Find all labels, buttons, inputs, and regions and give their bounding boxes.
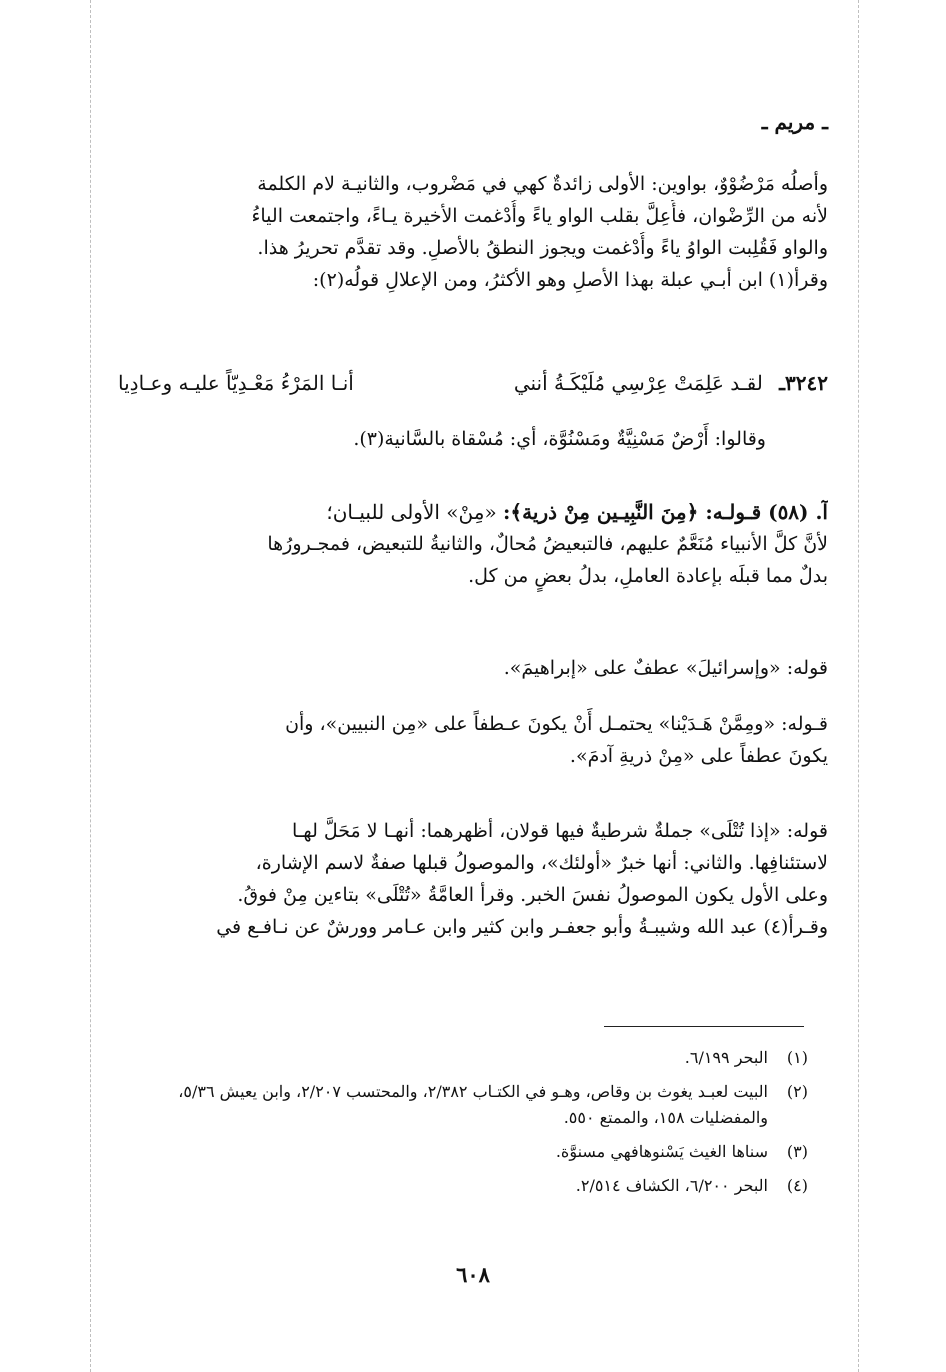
footnote-text: البحر ٦/٢٠٠، الكشاف ٢/٥١٤. [575, 1176, 768, 1195]
paragraph-6 [118, 815, 828, 943]
paragraph-4 [118, 652, 828, 684]
footnote-text: البحر ٦/١٩٩. [684, 1048, 768, 1067]
text-line: يكونَ عطفاً على «مِنْ ذريةِ آدمَ». [569, 745, 828, 767]
running-header: ـ مريم ـ [761, 110, 828, 134]
footnote-text: سناها الغيث يَسْنوهافهي مسنوَّة. [555, 1142, 768, 1161]
section-heading: آ. (٥٨) قـولـه: ﴿مِنَ النَّبِيـين مِنْ ذرية﴾: [503, 500, 828, 524]
text-line: قوله: «وإسرائيلَ» عطفٌ على «إبراهيمَ». [503, 657, 828, 679]
text-line: وقـرأ(٤) عبد الله وشيبـةُ وأبو جعفـر وابن كثير وابن عـامر وورشٌ عن نـافـع في [216, 916, 828, 938]
text-line: لاستئنافِها. والثاني: أنها خبرٌ «أولئك»، والموصولُ قبلها صفةٌ لاسم الإشارة، [255, 852, 828, 874]
heading-rest: «مِنْ» الأولى للبيـان؛ [326, 500, 504, 524]
text-line: بدلٌ مما قبلَه بإعادة العاملِ، بدلُ بعضٍ من كل. [468, 565, 828, 587]
text-line: لأنَّ كلَّ الأنبياء مُنَعَّمٌ عليهم، فالتبعيضُ مُحالٌ، والثانيةُ للتبعيض، فمجـرورُها [267, 533, 828, 555]
footnote [118, 1173, 808, 1199]
after-verse-line: وقالوا: أَرْضٌ مَسْنِيَّةٌ ومَسْنُوَّة، أي: مُسْقاة بالسَّانية(٣). [353, 428, 766, 450]
text-line: وعلى الأول يكون الموصولُ نفسَ الخبر. وقرأ العامَّةُ «تُتْلَى» بتاءين مِنْ فوقُ. [237, 884, 828, 906]
footnote-number: (٣) [786, 1142, 808, 1161]
footnote-number: (٤) [786, 1176, 808, 1195]
section-heading-line [118, 496, 828, 528]
footnote [118, 1079, 808, 1131]
text-line: وأصلُه مَرْضُوْوٌ، بواوين: الأولى زائدةٌ كهي في مَضْروب، والثانيـة لام الكلمة [257, 173, 828, 195]
text-line: لأنه من الرِّضْوان، فأُعِلَّ بقلب الواو ياءً وأُدْغمت الأخيرة يـاءً، واجتمعت الياءُ [251, 205, 828, 227]
footnote-number: (٢) [786, 1082, 808, 1101]
verse-hemistich-2: أنـا المَرْءُ مَعْـدِيّاً عليـه وعـادِيا [118, 371, 354, 395]
verse-number: ٣٢٤٢ـ [779, 371, 828, 395]
paragraph-1 [118, 168, 828, 296]
verse-hemistich-1: لقـد عَلِمَتْ عِرْسِي مُلَيْكَـةُ أنني [513, 371, 763, 395]
text-line: وقرأ(١) ابن أبـي عبلة بهذا الأصلِ وهو الأكثرُ، ومن الإعلالِ قولُه(٢): [312, 269, 828, 291]
right-margin-guide [858, 0, 859, 1372]
poetry-verse [118, 365, 828, 401]
paragraph-5 [118, 708, 828, 772]
left-margin-guide [90, 0, 91, 1372]
footnotes [118, 1045, 808, 1207]
footnote-number: (١) [786, 1048, 808, 1067]
footnote [118, 1045, 808, 1071]
text-line: قوله: «إذا تُتْلَى» جملةٌ شرطيةٌ فيها قولان، أظهرهما: أنهـا لا مَحَلَّ لهـا [291, 820, 828, 842]
page-number: ٦٠٨ [456, 1262, 490, 1287]
footnote [118, 1139, 808, 1165]
paragraph-3 [118, 496, 828, 592]
text-line: قـوله: «ومِمَّنْ هَـدَيْنا» يحتمـل أَنْ يكونَ عـطفاً على «مِن النبيين»، وأن [285, 713, 828, 735]
text-line: والواو فَقُلِبت الواوُ ياءً وأُدْغمت ويجوز النطقُ بالأصلِ. وقد تقدَّم تحريرُ هذا. [257, 237, 828, 259]
footnote-separator [604, 1026, 804, 1027]
footnote-text: البيت لعبـد يغوث بن وقاص، وهـو في الكتـاب ٢/٣٨٢، والمحتسب ٢/٢٠٧، وابن يعيش ٥/٣٦، والمفضليات ١٥٨، والممتع ٥٥٠. [178, 1082, 768, 1127]
